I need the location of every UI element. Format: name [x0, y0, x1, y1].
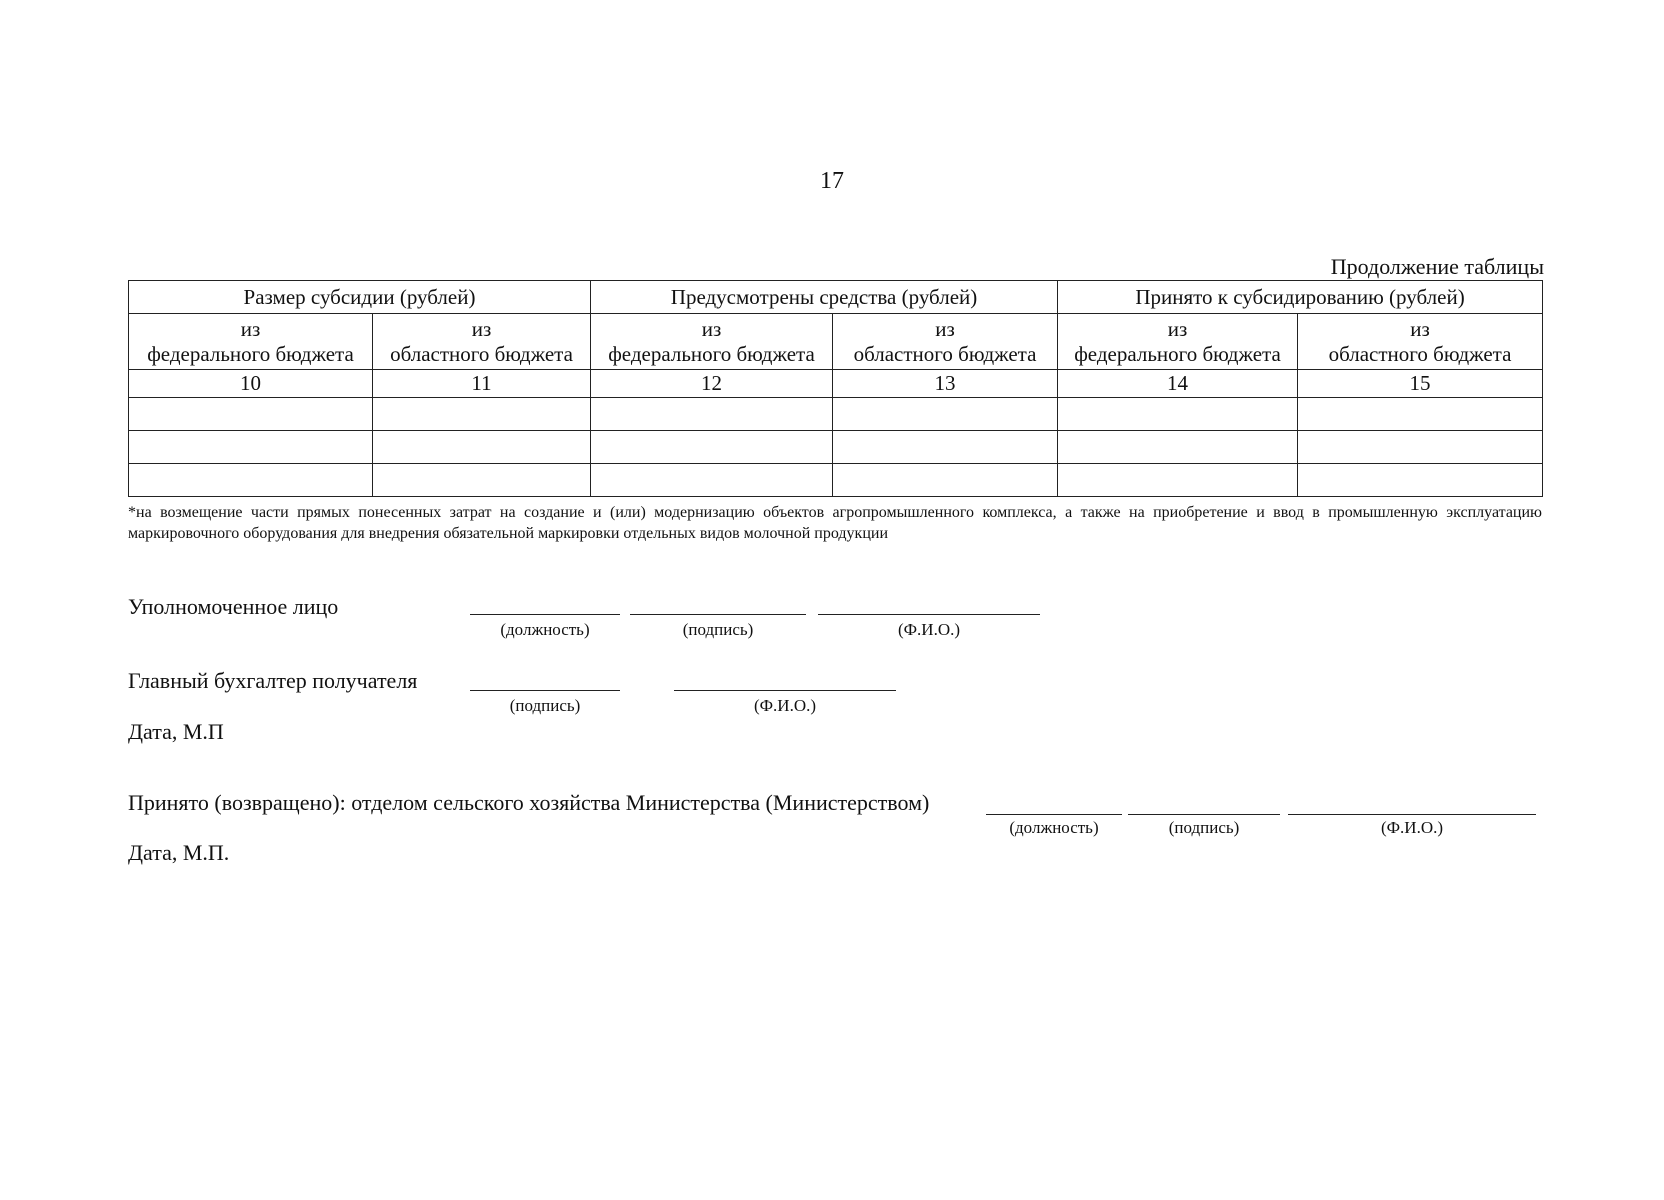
sub-header-cell: из федерального бюджета [129, 314, 373, 370]
table-cell [373, 431, 591, 464]
position-line [986, 814, 1122, 815]
sub-header-cell: из областного бюджета [1298, 314, 1543, 370]
column-number: 13 [833, 370, 1058, 398]
name-line [818, 614, 1040, 615]
table-cell [1058, 431, 1298, 464]
column-number: 12 [591, 370, 833, 398]
column-number: 14 [1058, 370, 1298, 398]
table-cell [373, 464, 591, 497]
signature-line [470, 690, 620, 691]
table-row [129, 398, 1543, 431]
signature-caption: (подпись) [509, 696, 581, 715]
table-row [129, 431, 1543, 464]
name-caption: (Ф.И.О.) [1380, 818, 1444, 837]
position-caption: (должность) [500, 620, 590, 639]
column-number: 15 [1298, 370, 1543, 398]
sub-header-cell: из областного бюджета [373, 314, 591, 370]
group-header-accepted: Принято к субсидированию (рублей) [1058, 281, 1543, 314]
sub-header-cell: из федерального бюджета [1058, 314, 1298, 370]
table-cell [129, 464, 373, 497]
accepted-label: Принято (возвращено): отделом сельского хозяйства Министерства (Министерством) [128, 790, 930, 815]
chief-accountant-label: Главный бухгалтер получателя [128, 668, 418, 693]
table-cell [1298, 431, 1543, 464]
position-line [470, 614, 620, 615]
table-cell [1298, 398, 1543, 431]
page-number: 17 [820, 168, 844, 194]
sub-header-cell: из федерального бюджета [591, 314, 833, 370]
date-stamp-label: Дата, М.П. [128, 840, 230, 865]
name-line [674, 690, 896, 691]
sub-header-row [129, 314, 1543, 370]
table-cell [1298, 464, 1543, 497]
table-cell [1058, 464, 1298, 497]
column-number-row [129, 370, 1543, 398]
name-caption: (Ф.И.О.) [753, 696, 817, 715]
signature-line [630, 614, 806, 615]
signature-line [1128, 814, 1280, 815]
subsidy-table [128, 280, 1543, 497]
column-number: 11 [373, 370, 591, 398]
table-cell [591, 464, 833, 497]
table-cell [833, 398, 1058, 431]
group-header-row [129, 281, 1543, 314]
table-cell [833, 464, 1058, 497]
table-cell [129, 431, 373, 464]
table-row [129, 464, 1543, 497]
column-number: 10 [129, 370, 373, 398]
table-cell [129, 398, 373, 431]
signature-caption: (подпись) [682, 620, 754, 639]
signature-caption: (подпись) [1168, 818, 1240, 837]
table-cell [1058, 398, 1298, 431]
position-caption: (должность) [1009, 818, 1099, 837]
table-cell [833, 431, 1058, 464]
table-cell [591, 431, 833, 464]
group-header-provided: Предусмотрены средства (рублей) [591, 281, 1058, 314]
continuation-label: Продолжение таблицы [1330, 254, 1544, 279]
group-header-subsidy: Размер субсидии (рублей) [129, 281, 591, 314]
name-line [1288, 814, 1536, 815]
footnote: *на возмещение части прямых понесенных затрат на создание и (или) модернизацию объектов агропромышленного комплекса, а также на приобретение и ввод в промышленную эксплуатацию маркировочного оборудования для внедрения обязательной маркировки отдельных видов молочной продукции [128, 504, 1542, 542]
name-caption: (Ф.И.О.) [897, 620, 961, 639]
table-cell [373, 398, 591, 431]
authorized-person-label: Уполномоченное лицо [128, 594, 339, 619]
sub-header-cell: из областного бюджета [833, 314, 1058, 370]
date-stamp-label: Дата, М.П [128, 719, 224, 744]
table-cell [591, 398, 833, 431]
